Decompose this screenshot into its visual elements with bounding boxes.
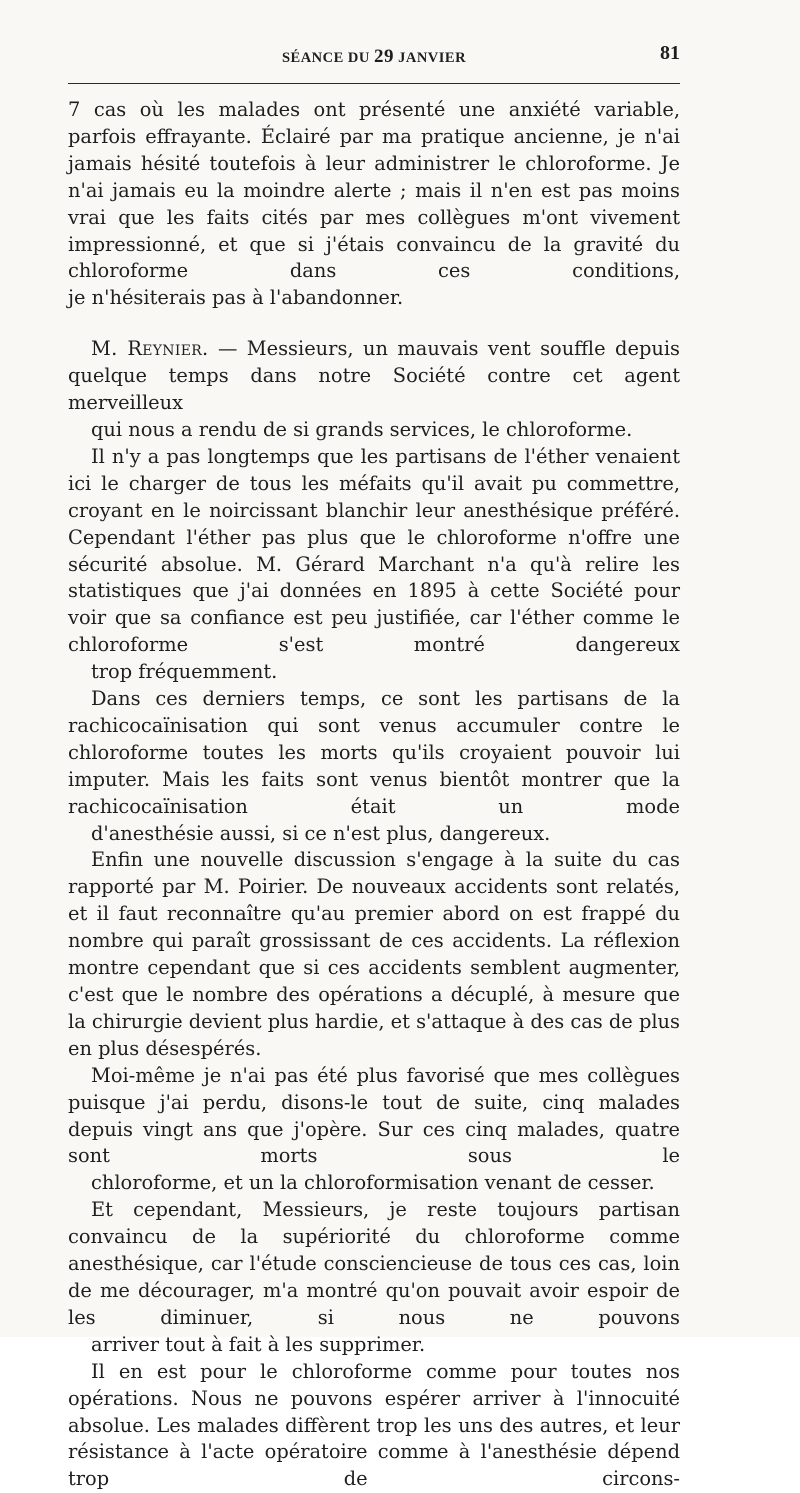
paragraph-8 (68, 1359, 680, 1493)
paragraph-3-last-line: trop fréquemment. (91, 660, 278, 684)
paragraph-4 (68, 686, 680, 847)
header-rule (68, 83, 680, 84)
paragraph-6 (68, 1063, 680, 1198)
paragraph-6-text: Moi-même je n'ai pas été plus favorisé que mes collègues puisque j'ai perdu, disons-le tout de suite, cinq malades depuis vingt ans que j'opère. Sur ces cinq malades, quatre sont morts sous le (68, 1063, 680, 1168)
title-day: 29 (373, 46, 394, 67)
paragraph-5-text: Enfin une nouvelle discussion s'engage à la suite du cas rapporté par M. Poirier. De nouveaux accidents sont relatés, et il faut reconnaître qu'au premier abord on est frappé du nombre qui paraît grossissant de ces accidents. La réflexion montre cependant que si ces accidents semblent augmenter, c'est que le nombre des opérations a décuplé, à mesure que la chirurgie devient plus hardie, et s'attaque à des cas de plus en plus désespérés. (68, 848, 680, 1060)
paragraph-1-last-line: je n'hésiterais pas à l'abandonner. (68, 286, 404, 310)
paragraph-7-text: Et cependant, Messieurs, je reste toujours partisan convaincu de la supériorité du chloroforme comme anesthésique, car l'étude consciencieuse de tous ces cas, loin de me décourager, m'a montré qu'on pouvait avoir espoir de les diminuer, si nous ne pouvons (68, 1198, 680, 1329)
paragraph-8-text: Il en est pour le chloroforme comme pour toutes nos opérations. Nous ne pouvons espérer arriver à l'innocuité absolue. Les malades diffèrent trop les uns des autres, et leur résistance à l'acte opératoire comme à l'anesthésie dépend trop de circons- (68, 1359, 680, 1491)
paragraph-7-last-line: arriver tout à fait à les supprimer. (91, 1332, 426, 1356)
running-title (68, 46, 680, 68)
paragraph-5 (68, 847, 680, 1062)
paragraph-7 (68, 1197, 680, 1358)
title-prefix: SÉANCE DU (281, 50, 370, 66)
paragraph-6-last-line: chloroforme, et un la chloroformisation venant de cesser. (91, 1171, 655, 1195)
paragraph-1-text: 7 cas où les malades ont présenté une anxiété variable, parfois effrayante. Éclairé par ma pratique ancienne, je n'ai jamais hésité toutefois à leur administrer le chloroforme. Je n'ai jamais eu la moindre alerte ; mais il n'en est pas moins vrai que les faits cités par mes collègues m'ont vivement impressionné, et que si j'étais convaincu de la gravité du chloroforme dans ces conditions, (68, 98, 680, 283)
body-text (68, 97, 680, 1493)
paragraph-2-text: — Messieurs, un mauvais vent souffle depuis quelque temps dans notre Société contre cet agent merveilleux (68, 337, 680, 415)
running-head (68, 40, 680, 74)
paragraph-3-text: Il n'y a pas longtemps que les partisans de l'éther venaient ici le charger de tous les méfaits qu'il avait pu commettre, croyant en le noircissant blanchir leur anesthésique préféré. Cependant l'éther pas plus que le chloroforme n'offre une sécurité absolue. M. Gérard Marchant n'a qu'à relire les statistiques que j'ai données en 1895 à cette Société pour voir que sa confiance est peu justifiée, car l'éther comme le chloroforme s'est montré dangereux (68, 444, 680, 657)
paragraph-4-last-line: d'anesthésie aussi, si ce n'est plus, dangereux. (91, 821, 551, 845)
paragraph-4-text: Dans ces derniers temps, ce sont les partisans de la rachicocaïnisation qui sont venus accumuler contre le chloroforme toutes les morts qu'ils croyaient pouvoir lui imputer. Mais les faits sont venus bientôt montrer que la rachicocaïnisation était un mode (68, 687, 680, 818)
paragraph-3 (68, 444, 680, 686)
title-month: JANVIER (398, 50, 467, 66)
paragraph-1 (68, 97, 680, 312)
speaker-name: M. Reynier. (91, 337, 209, 361)
paragraph-2 (68, 336, 680, 444)
paragraph-2-last-line: qui nous a rendu de si grands services, le chloroforme. (91, 417, 633, 441)
page-number: 81 (660, 42, 680, 64)
